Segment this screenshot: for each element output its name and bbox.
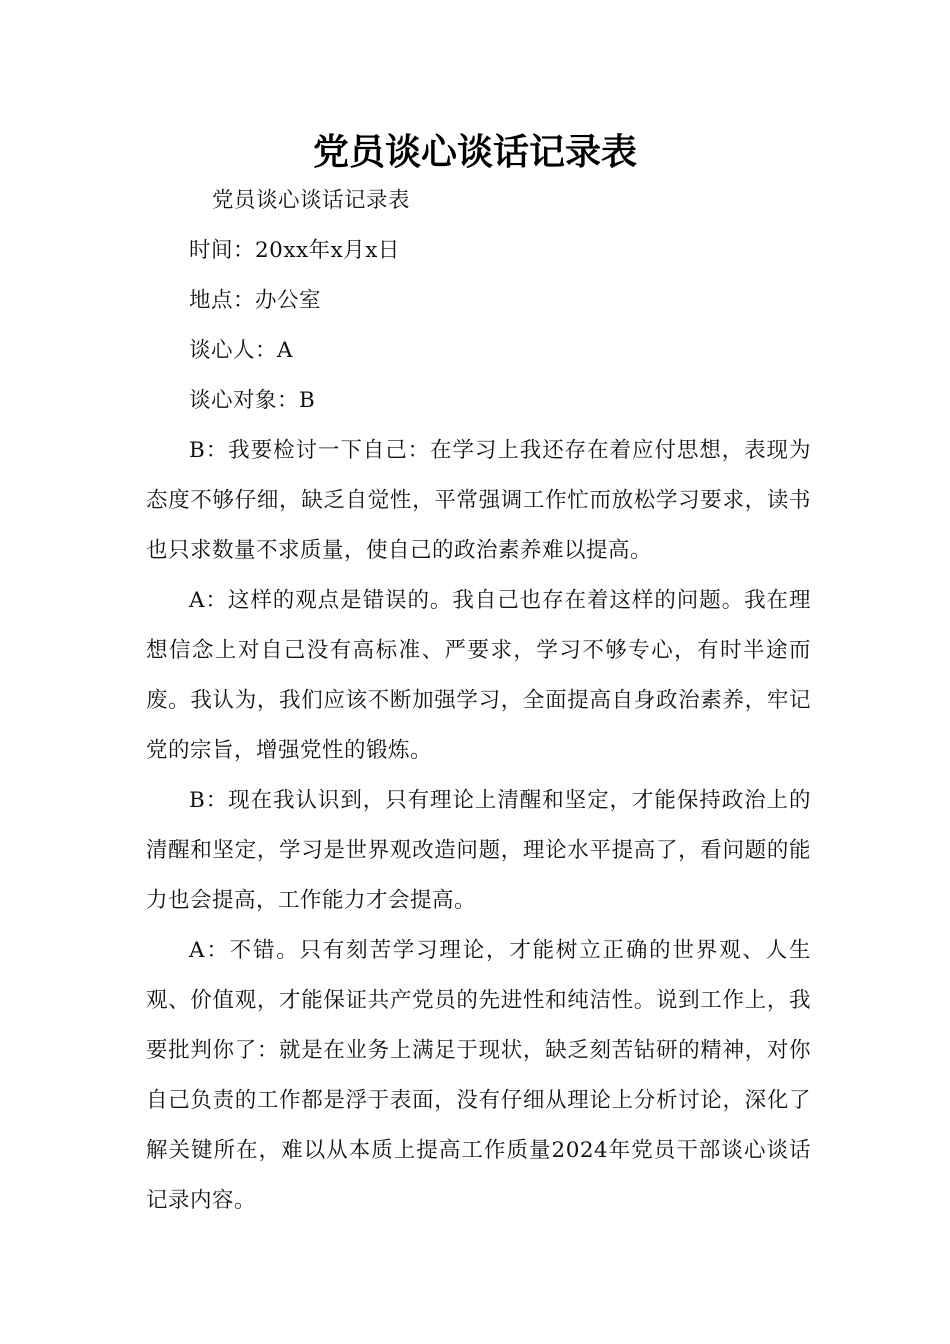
meta-interviewer: 谈心人：A [189, 338, 294, 363]
document-body [146, 176, 811, 1226]
document-title: 党员谈心谈话记录表 [312, 132, 637, 173]
dialogue-paragraph: A：这样的观点是错误的。我自己也存在着这样的问题。我在理想信念上对自己没有高标准、严要求，学习不够专心，有时半途而废。我认为，我们应该不断加强学习，全面提高自身政治素养，牢记党的宗旨，增强党性的锻炼。 [146, 588, 811, 763]
meta-interviewee: 谈心对象：B [189, 388, 316, 413]
dialogue-paragraph: A：不错。只有刻苦学习理论，才能树立正确的世界观、人生观、价值观，才能保证共产党员的先进性和纯洁性。说到工作上，我要批判你了：就是在业务上满足于现状，缺乏刻苦钻研的精神，对你自己负责的工作都是浮于表面，没有仔细从理论上分析讨论，深化了解关键所在，难以从本质上提高工作质量2024年党员干部谈心谈话记录内容。 [146, 938, 811, 1213]
document-subtitle: 党员谈心谈话记录表 [212, 188, 411, 213]
meta-location: 地点：办公室 [189, 288, 322, 313]
dialogue-paragraph: B：我要检讨一下自己：在学习上我还存在着应付思想，表现为态度不够仔细，缺乏自觉性，平常强调工作忙而放松学习要求，读书也只求数量不求质量，使自己的政治素养难以提高。 [146, 438, 811, 563]
dialogue-paragraph: B：现在我认识到，只有理论上清醒和坚定，才能保持政治上的清醒和坚定，学习是世界观改造问题，理论水平提高了，看问题的能力也会提高，工作能力才会提高。 [146, 788, 811, 913]
meta-time: 时间：20xx年x月x日 [189, 238, 400, 263]
